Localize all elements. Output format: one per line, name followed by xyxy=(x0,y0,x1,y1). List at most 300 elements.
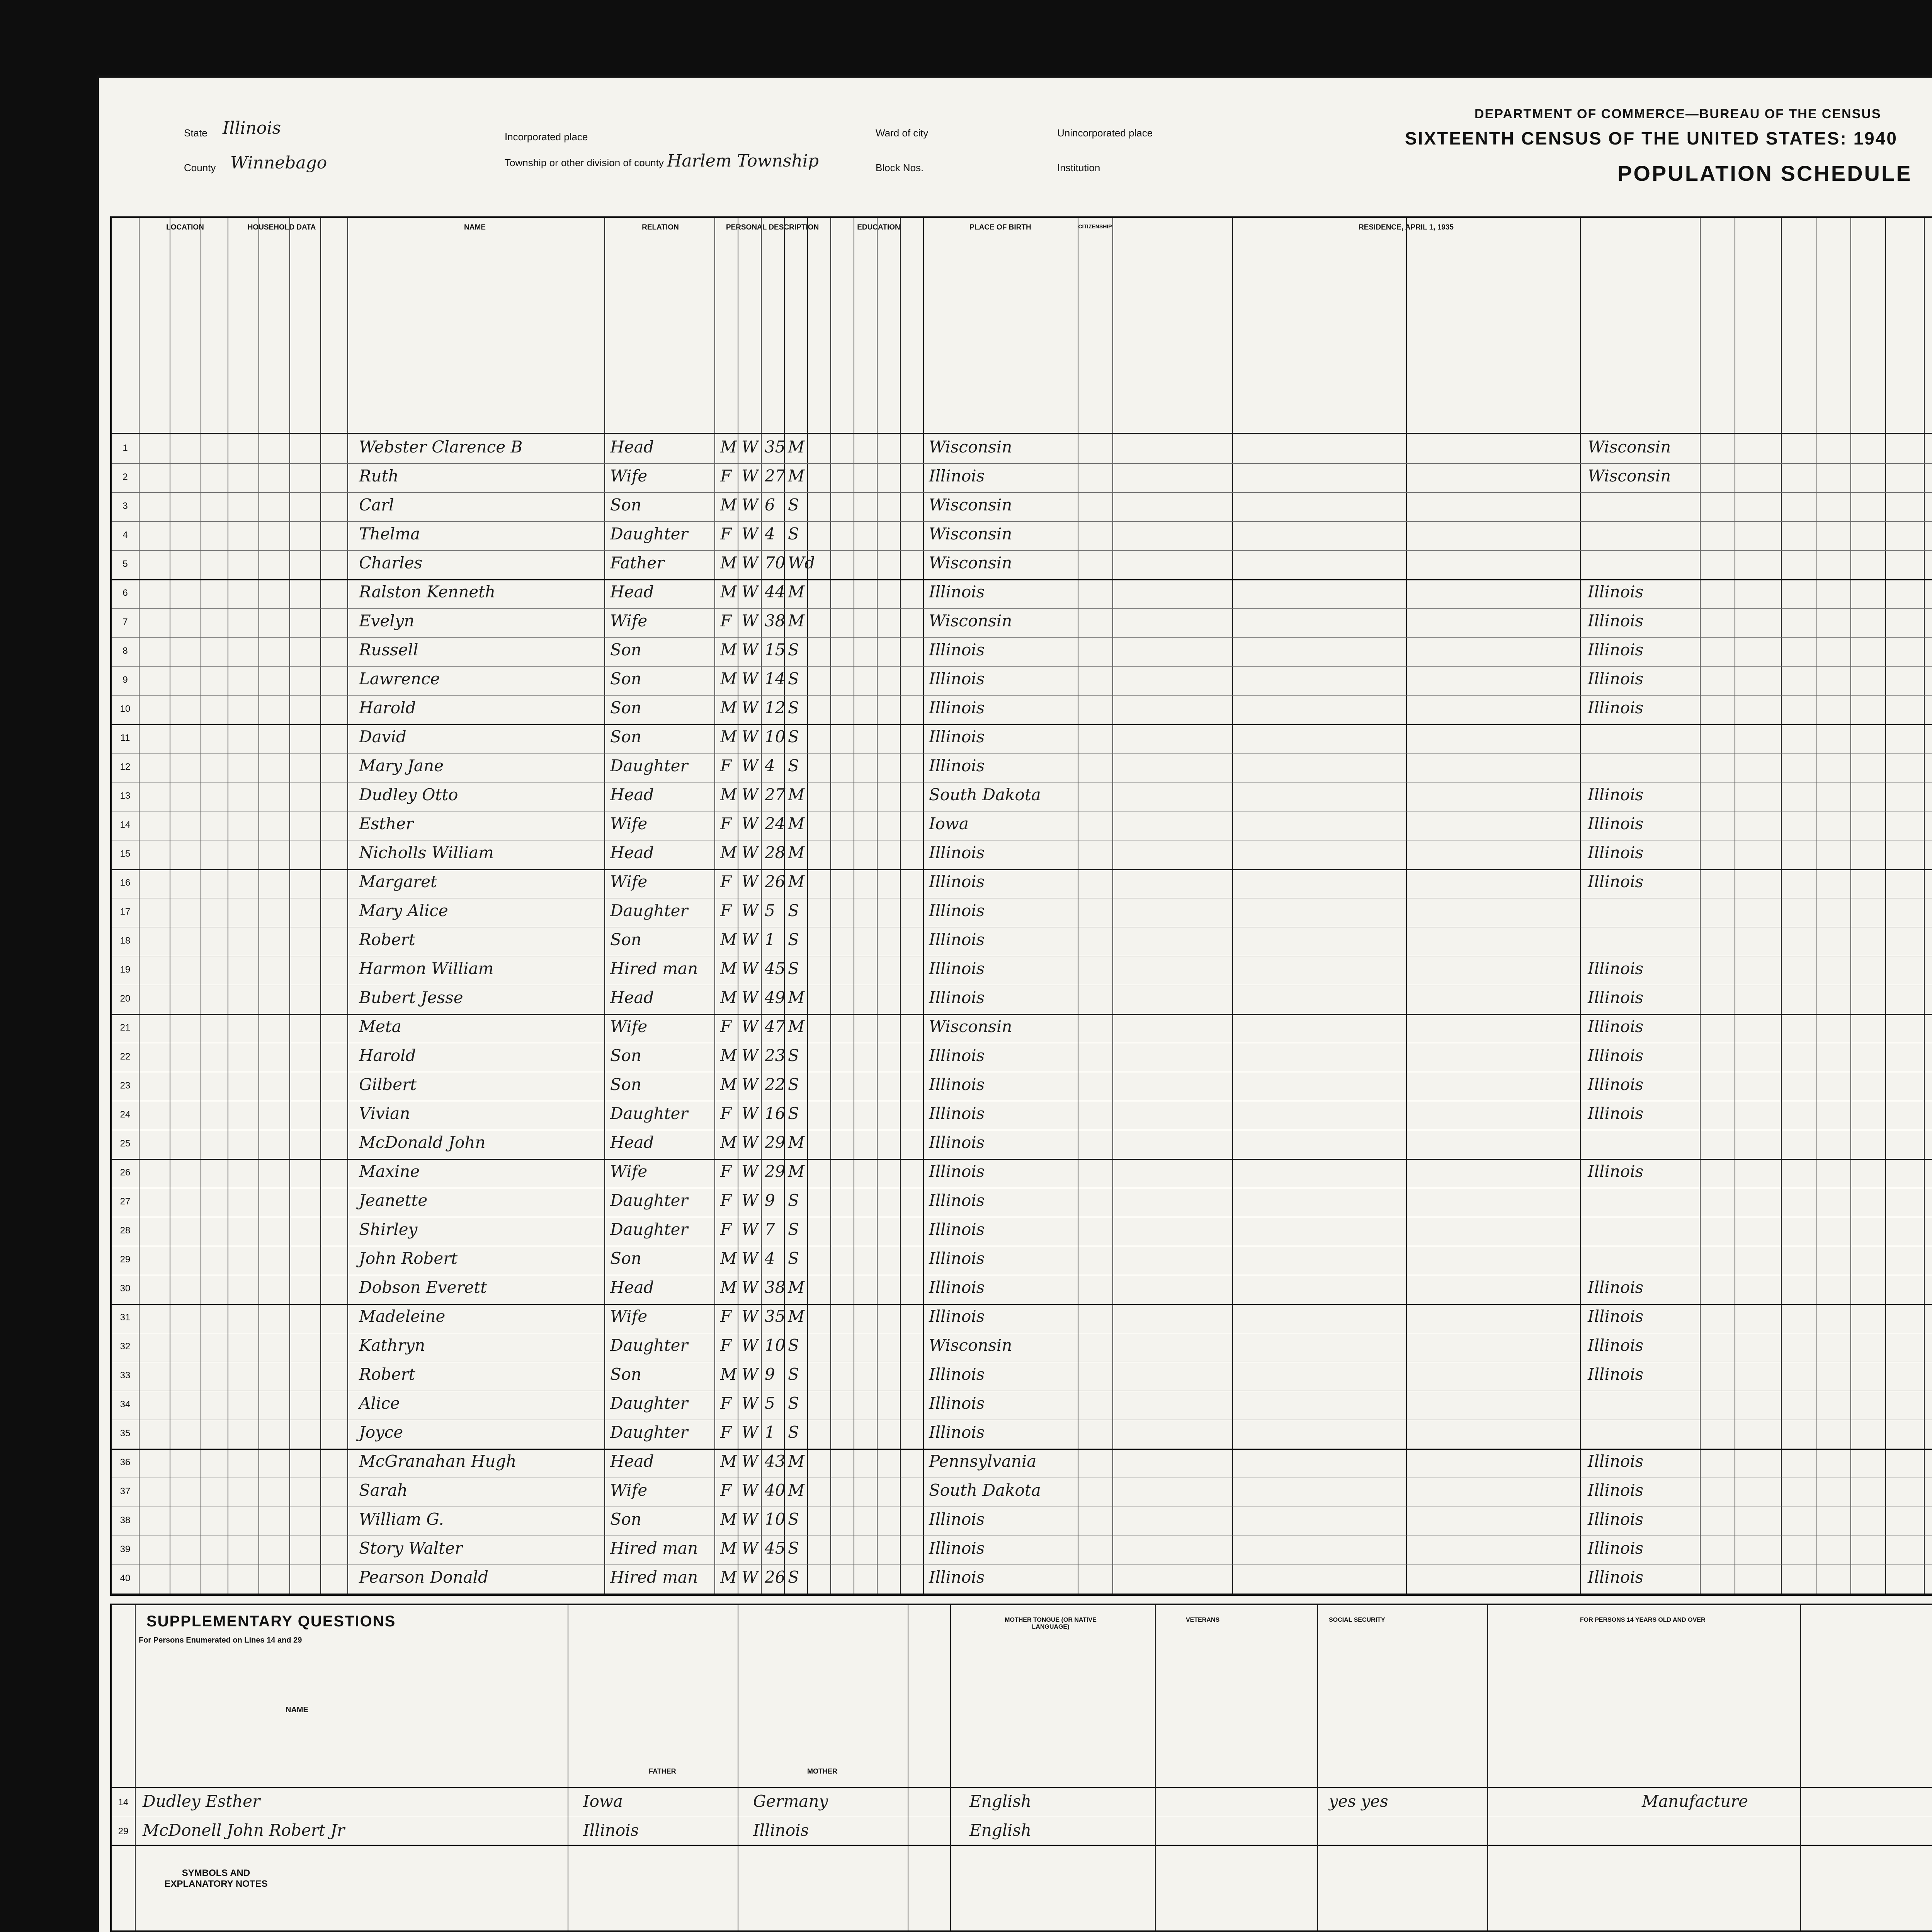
race: W xyxy=(742,1162,759,1181)
age: 9 xyxy=(765,1365,775,1384)
race: W xyxy=(742,1046,759,1065)
age: 29 xyxy=(765,1133,786,1152)
supp-tongue: English xyxy=(969,1821,1032,1840)
race: W xyxy=(742,640,759,659)
supp-col-usual: FOR PERSONS 14 YEARS OLD AND OVER xyxy=(1580,1617,1706,1623)
ward-label: Ward of city xyxy=(876,127,929,139)
line-number: 24 xyxy=(120,1109,131,1120)
person-name: Evelyn xyxy=(359,611,415,630)
residence-1935: Illinois xyxy=(1588,843,1644,862)
marital-status: M xyxy=(788,1133,805,1152)
supplementary-questions xyxy=(110,1604,1932,1932)
race: W xyxy=(742,1568,759,1587)
age: 7 xyxy=(765,1220,775,1239)
sex: M xyxy=(720,959,737,978)
residence-1935: Illinois xyxy=(1588,1046,1644,1065)
relation: Head xyxy=(610,988,654,1007)
marital-status: Wd xyxy=(788,553,815,572)
sex: F xyxy=(720,1423,732,1442)
residence-1935: Illinois xyxy=(1588,988,1644,1007)
sex: F xyxy=(720,1336,732,1355)
marital-status: S xyxy=(788,756,799,775)
section-personal: PERSONAL DESCRIPTION xyxy=(726,223,819,231)
race: W xyxy=(742,553,759,572)
birthplace: Wisconsin xyxy=(929,553,1012,572)
line-number: 11 xyxy=(120,733,130,743)
race: W xyxy=(742,524,759,543)
residence-1935: Illinois xyxy=(1588,1568,1644,1587)
age: 10 xyxy=(765,1510,786,1529)
relation: Head xyxy=(610,582,654,601)
sex: F xyxy=(720,1017,732,1036)
residence-1935: Illinois xyxy=(1588,698,1644,717)
residence-1935: Illinois xyxy=(1588,814,1644,833)
race: W xyxy=(742,930,759,949)
supp-father: Illinois xyxy=(583,1821,639,1840)
sex: F xyxy=(720,1191,732,1210)
age: 24 xyxy=(765,814,786,833)
section-citizenship: CITIZENSHIP xyxy=(1078,223,1112,230)
birthplace: Wisconsin xyxy=(929,495,1012,514)
marital-status: S xyxy=(788,1249,799,1268)
age: 15 xyxy=(765,640,786,659)
dept-line: DEPARTMENT OF COMMERCE—BUREAU OF THE CENSUS xyxy=(1475,107,1881,121)
relation: Daughter xyxy=(610,1394,688,1413)
birthplace: South Dakota xyxy=(929,785,1041,804)
supp-industry: Manufacture xyxy=(1642,1792,1748,1811)
relation: Daughter xyxy=(610,1220,688,1239)
line-number: 31 xyxy=(120,1312,131,1323)
sex: M xyxy=(720,785,737,804)
table-row xyxy=(112,1362,1932,1391)
birthplace: Illinois xyxy=(929,669,985,688)
line-number: 14 xyxy=(120,820,131,830)
supp-col-social: SOCIAL SECURITY xyxy=(1329,1617,1385,1623)
birthplace: Illinois xyxy=(929,1568,985,1587)
marital-status: S xyxy=(788,698,799,717)
table-body xyxy=(112,434,1932,1594)
marital-status: S xyxy=(788,1075,799,1094)
race: W xyxy=(742,1104,759,1123)
sex: F xyxy=(720,466,732,485)
relation: Wife xyxy=(610,872,648,891)
marital-status: M xyxy=(788,872,805,891)
marital-status: S xyxy=(788,1510,799,1529)
table-row xyxy=(112,1130,1932,1159)
table-row xyxy=(112,1014,1932,1043)
sex: M xyxy=(720,640,737,659)
marital-status: S xyxy=(788,727,799,746)
sex: M xyxy=(720,582,737,601)
line-number: 25 xyxy=(120,1138,131,1149)
relation: Daughter xyxy=(610,524,688,543)
race: W xyxy=(742,1365,759,1384)
person-name: Lawrence xyxy=(359,669,440,688)
birthplace: Illinois xyxy=(929,640,985,659)
sex: F xyxy=(720,611,732,630)
relation: Son xyxy=(610,1510,642,1529)
person-name: Nicholls William xyxy=(359,843,494,862)
race: W xyxy=(742,872,759,891)
line-number: 27 xyxy=(120,1196,131,1207)
sex: M xyxy=(720,1510,737,1529)
residence-1935: Illinois xyxy=(1588,1075,1644,1094)
supp-col-veterans: VETERANS xyxy=(1186,1617,1220,1623)
township-value: Harlem Township xyxy=(667,151,819,171)
line-number: 21 xyxy=(120,1022,131,1033)
sex: M xyxy=(720,930,737,949)
birthplace: Wisconsin xyxy=(929,1336,1012,1355)
sex: M xyxy=(720,1539,737,1558)
line-number: 39 xyxy=(120,1544,131,1554)
line-number: 1 xyxy=(122,443,128,453)
person-name: Robert xyxy=(359,930,415,949)
line-number: 3 xyxy=(122,501,128,511)
institution-label: Institution xyxy=(1057,162,1100,173)
table-row xyxy=(112,927,1932,956)
table-row xyxy=(112,985,1932,1014)
residence-1935: Illinois xyxy=(1588,640,1644,659)
table-row xyxy=(112,1391,1932,1420)
race: W xyxy=(742,727,759,746)
table-row xyxy=(112,463,1932,493)
table-row xyxy=(112,1072,1932,1101)
line-number: 20 xyxy=(120,993,131,1004)
sex: F xyxy=(720,1220,732,1239)
race: W xyxy=(742,959,759,978)
marital-status: S xyxy=(788,524,799,543)
person-name: Harmon William xyxy=(359,959,494,978)
race: W xyxy=(742,611,759,630)
race: W xyxy=(742,988,759,1007)
age: 23 xyxy=(765,1046,786,1065)
sex: F xyxy=(720,1481,732,1500)
marital-status: S xyxy=(788,1394,799,1413)
section-employment xyxy=(1850,224,1932,232)
table-row xyxy=(112,1536,1932,1565)
residence-1935: Illinois xyxy=(1588,611,1644,630)
state-value: Illinois xyxy=(223,118,281,138)
age: 10 xyxy=(765,727,786,746)
table-row xyxy=(112,724,1932,753)
race: W xyxy=(742,756,759,775)
birthplace: Illinois xyxy=(929,1307,985,1326)
birthplace: Wisconsin xyxy=(929,437,1012,456)
line-number: 37 xyxy=(120,1486,131,1497)
table-row xyxy=(112,1275,1932,1304)
sex: M xyxy=(720,669,737,688)
line-number: 22 xyxy=(120,1051,131,1062)
sex: M xyxy=(720,495,737,514)
relation: Wife xyxy=(610,1481,648,1500)
person-name: Margaret xyxy=(359,872,437,891)
sex: F xyxy=(720,872,732,891)
line-number: 26 xyxy=(120,1167,131,1178)
birthplace: Wisconsin xyxy=(929,1017,1012,1036)
relation: Head xyxy=(610,437,654,456)
sex: M xyxy=(720,437,737,456)
person-name: Robert xyxy=(359,1365,415,1384)
person-name: Jeanette xyxy=(359,1191,428,1210)
sex: M xyxy=(720,1278,737,1297)
table-row xyxy=(112,1449,1932,1478)
relation: Wife xyxy=(610,814,648,833)
birthplace: Wisconsin xyxy=(929,611,1012,630)
supp-ss: yes yes xyxy=(1329,1792,1388,1811)
person-name: Esther xyxy=(359,814,414,833)
race: W xyxy=(742,901,759,920)
relation: Head xyxy=(610,1452,654,1471)
birthplace: Illinois xyxy=(929,698,985,717)
table-row xyxy=(112,666,1932,696)
relation: Wife xyxy=(610,611,648,630)
birthplace: Illinois xyxy=(929,756,985,775)
person-name: David xyxy=(359,727,406,746)
line-number: 34 xyxy=(120,1399,131,1410)
relation: Daughter xyxy=(610,1104,688,1123)
person-name: Story Walter xyxy=(359,1539,463,1558)
age: 4 xyxy=(765,756,775,775)
person-name: Charles xyxy=(359,553,423,572)
person-name: McGranahan Hugh xyxy=(359,1452,517,1471)
section-household: HOUSEHOLD DATA xyxy=(247,223,316,231)
birthplace: Illinois xyxy=(929,1046,985,1065)
person-name: William G. xyxy=(359,1510,444,1529)
marital-status: M xyxy=(788,988,805,1007)
person-name: Shirley xyxy=(359,1220,418,1239)
line-number: 30 xyxy=(120,1283,131,1294)
age: 44 xyxy=(765,582,786,601)
race: W xyxy=(742,669,759,688)
county-value: Winnebago xyxy=(230,153,327,173)
relation: Daughter xyxy=(610,1191,688,1210)
person-name: Ralston Kenneth xyxy=(359,582,496,601)
sex: F xyxy=(720,1394,732,1413)
table-row xyxy=(112,1304,1932,1333)
age: 12 xyxy=(765,698,786,717)
marital-status: S xyxy=(788,1423,799,1442)
birthplace: Illinois xyxy=(929,1278,985,1297)
line-number: 12 xyxy=(120,762,131,772)
table-row xyxy=(112,695,1932,724)
table-row xyxy=(112,1420,1932,1449)
person-name: Joyce xyxy=(359,1423,403,1442)
race: W xyxy=(742,698,759,717)
birthplace: Illinois xyxy=(929,988,985,1007)
birthplace: Illinois xyxy=(929,959,985,978)
birthplace: Illinois xyxy=(929,1394,985,1413)
supp-subtitle: For Persons Enumerated on Lines 14 and 29 xyxy=(139,1636,302,1645)
marital-status: S xyxy=(788,1568,799,1587)
line-number: 35 xyxy=(120,1428,131,1439)
race: W xyxy=(742,1481,759,1500)
race: W xyxy=(742,466,759,485)
line-number: 28 xyxy=(120,1225,131,1236)
age: 1 xyxy=(765,930,775,949)
birthplace: Illinois xyxy=(929,1249,985,1268)
person-name: Russell xyxy=(359,640,418,659)
line-number: 19 xyxy=(120,964,131,975)
sex: M xyxy=(720,1452,737,1471)
race: W xyxy=(742,1394,759,1413)
sex: M xyxy=(720,1133,737,1152)
marital-status: M xyxy=(788,437,805,456)
race: W xyxy=(742,495,759,514)
age: 6 xyxy=(765,495,775,514)
age: 27 xyxy=(765,785,786,804)
supp-col-father: FATHER xyxy=(649,1767,676,1775)
section-birthplace: PLACE OF BIRTH xyxy=(969,223,1031,231)
residence-1935: Illinois xyxy=(1588,1336,1644,1355)
age: 14 xyxy=(765,669,786,688)
birthplace: Illinois xyxy=(929,727,985,746)
marital-status: S xyxy=(788,495,799,514)
table-row xyxy=(112,956,1932,985)
birthplace: Pennsylvania xyxy=(929,1452,1037,1471)
marital-status: S xyxy=(788,901,799,920)
race: W xyxy=(742,1423,759,1442)
supp-tongue: English xyxy=(969,1792,1032,1811)
residence-1935: Wisconsin xyxy=(1588,437,1671,456)
race: W xyxy=(742,1278,759,1297)
marital-status: S xyxy=(788,1191,799,1210)
age: 5 xyxy=(765,1394,775,1413)
line-number: 15 xyxy=(120,849,131,859)
marital-status: S xyxy=(788,1220,799,1239)
relation: Son xyxy=(610,1075,642,1094)
person-name: Meta xyxy=(359,1017,401,1036)
relation: Son xyxy=(610,1046,642,1065)
age: 70 xyxy=(765,553,786,572)
table-row xyxy=(112,550,1932,580)
table-row xyxy=(112,637,1932,667)
sex: M xyxy=(720,553,737,572)
race: W xyxy=(742,582,759,601)
marital-status: M xyxy=(788,814,805,833)
race: W xyxy=(742,814,759,833)
relation: Head xyxy=(610,1278,654,1297)
age: 29 xyxy=(765,1162,786,1181)
age: 47 xyxy=(765,1017,786,1036)
birthplace: Illinois xyxy=(929,1162,985,1181)
sex: M xyxy=(720,1046,737,1065)
race: W xyxy=(742,785,759,804)
person-name: Harold xyxy=(359,698,416,717)
birthplace: Illinois xyxy=(929,872,985,891)
sex: M xyxy=(720,1568,737,1587)
race: W xyxy=(742,1452,759,1471)
relation: Head xyxy=(610,1133,654,1152)
table-row xyxy=(112,1159,1932,1188)
age: 38 xyxy=(765,611,786,630)
line-number: 36 xyxy=(120,1457,131,1468)
person-name: Maxine xyxy=(359,1162,420,1181)
supp-mother: Germany xyxy=(753,1792,828,1811)
age: 38 xyxy=(765,1278,786,1297)
age: 22 xyxy=(765,1075,786,1094)
marital-status: S xyxy=(788,930,799,949)
line-number: 23 xyxy=(120,1080,131,1091)
relation: Son xyxy=(610,727,642,746)
schedule-title: POPULATION SCHEDULE xyxy=(1617,161,1912,185)
race: W xyxy=(742,1336,759,1355)
residence-1935: Illinois xyxy=(1588,872,1644,891)
age: 49 xyxy=(765,988,786,1007)
birthplace: Illinois xyxy=(929,1423,985,1442)
marital-status: M xyxy=(788,1307,805,1326)
person-name: Kathryn xyxy=(359,1336,425,1355)
table-row xyxy=(112,1101,1932,1130)
person-name: Vivian xyxy=(359,1104,410,1123)
line-number: 8 xyxy=(122,646,128,656)
line-number: 33 xyxy=(120,1370,131,1381)
age: 5 xyxy=(765,901,775,920)
supp-title: SUPPLEMENTARY QUESTIONS xyxy=(146,1613,396,1630)
race: W xyxy=(742,1249,759,1268)
marital-status: M xyxy=(788,466,805,485)
person-name: Sarah xyxy=(359,1481,408,1500)
residence-1935: Illinois xyxy=(1588,669,1644,688)
birthplace: Illinois xyxy=(929,843,985,862)
age: 45 xyxy=(765,959,786,978)
table-row xyxy=(112,1246,1932,1275)
race: W xyxy=(742,843,759,862)
table-row xyxy=(112,840,1932,869)
county-label: County xyxy=(184,162,216,173)
relation: Head xyxy=(610,785,654,804)
residence-1935: Illinois xyxy=(1588,1510,1644,1529)
table-row xyxy=(112,1478,1932,1507)
unincorporated-label: Unincorporated place xyxy=(1057,127,1153,139)
race: W xyxy=(742,1133,759,1152)
person-name: Dudley Otto xyxy=(359,785,458,804)
marital-status: S xyxy=(788,1365,799,1384)
residence-1935: Illinois xyxy=(1588,1162,1644,1181)
line-number: 2 xyxy=(122,472,128,482)
table-row xyxy=(112,434,1932,464)
sex: M xyxy=(720,1075,737,1094)
age: 45 xyxy=(765,1539,786,1558)
race: W xyxy=(742,1220,759,1239)
relation: Son xyxy=(610,930,642,949)
relation: Daughter xyxy=(610,1336,688,1355)
supp-name: Dudley Esther xyxy=(143,1792,260,1811)
marital-status: S xyxy=(788,1046,799,1065)
residence-1935: Illinois xyxy=(1588,959,1644,978)
table-row xyxy=(112,521,1932,551)
line-number: 32 xyxy=(120,1341,131,1352)
sex: M xyxy=(720,988,737,1007)
birthplace: Illinois xyxy=(929,1539,985,1558)
birthplace: Illinois xyxy=(929,1133,985,1152)
state-label: State xyxy=(184,127,207,139)
person-name: Pearson Donald xyxy=(359,1568,488,1587)
residence-1935: Illinois xyxy=(1588,785,1644,804)
age: 1 xyxy=(765,1423,775,1442)
relation: Daughter xyxy=(610,901,688,920)
section-education: EDUCATION xyxy=(857,223,900,231)
marital-status: M xyxy=(788,785,805,804)
residence-1935: Illinois xyxy=(1588,1365,1644,1384)
supp-name: McDonell John Robert Jr xyxy=(143,1821,345,1840)
relation: Wife xyxy=(610,466,648,485)
race: W xyxy=(742,1539,759,1558)
sex: F xyxy=(720,1162,732,1181)
line-number: 29 xyxy=(120,1254,131,1265)
person-name: Madeleine xyxy=(359,1307,446,1326)
table-row xyxy=(112,579,1932,609)
table-row xyxy=(112,898,1932,927)
